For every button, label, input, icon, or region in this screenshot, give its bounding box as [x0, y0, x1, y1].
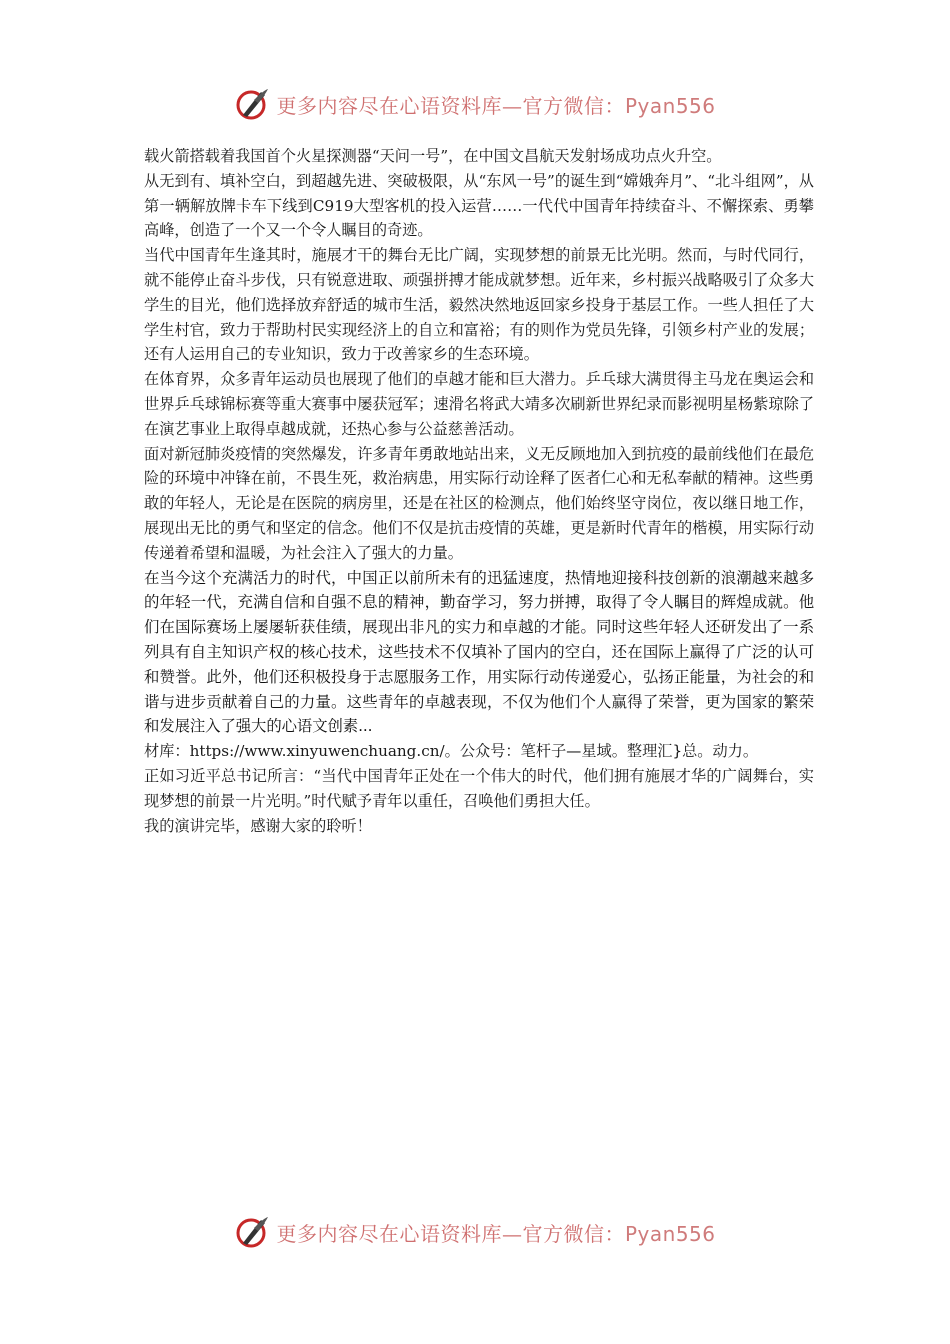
banner-text: 更多内容尽在心语资料库—官方微信：Pyan556 [276, 1221, 716, 1246]
quill-logo-icon [234, 86, 270, 122]
paragraph: 在体育界，众多青年运动员也展现了他们的卓越才能和巨大潜力。乒乓球大满贯得主马龙在奥运会和世界乒乓球锦标赛等重大赛事中屡获冠军；速滑名将武大靖多次刷新世界纪录而影视明星杨紫琼除了在演艺事业上取得卓越成就，还热心参与公益慈善活动。 [144, 370, 814, 438]
banner-text: 更多内容尽在心语资料库—官方微信：Pyan556 [276, 93, 716, 118]
banner-wechat-id: Pyan556 [624, 93, 716, 118]
source-line [144, 739, 814, 764]
paragraph-bold: 在当今这个充满活力的时代，中国正以前所未有的迅猛速度，热情地迎接科技创新的浪潮越来越多的年轻一代，充满自信和自强不息的精神，勤奋学习，努力拼搏，取得了令人瞩目的辉煌成就。他们在国际赛场上屡屡斩获佳绩，展现出非凡的实力和卓越的才能。同时这些年轻人还研发出了一系列具有自主知识产权的核心技术，这些技术不仅填补了国内的空白，还在国际上赢得了广泛的认可和赞誉。此外，他们还积极投身于志愿服务工作，用实际行动传递爱心，弘扬正能量，为社会的和谐与进步贡献着自己的力量。这些青年的卓越表现，不仅为他们个人赢得了荣誉，更为国家的繁荣和发展注入了强大的心语文创素... [144, 568, 814, 736]
banner-wechat-id: Pyan556 [624, 1221, 716, 1246]
footer-banner [0, 1210, 950, 1254]
quill-logo-icon [234, 1214, 270, 1250]
paragraph: 面对新冠肺炎疫情的突然爆发，许多青年勇敢地站出来，义无反顾地加入到抗疫的最前线他们在最危险的环境中冲锋在前，不畏生死，救治病患，用实际行动诠释了医者仁心和无私奉献的精神。这些勇敢的年轻人，无论是在医院的病房里，还是在社区的检测点，他们始终坚守岗位，夜以继日地工作，展现出无比的勇气和坚定的信念。他们不仅是抗击疫情的英雄，更是新时代青年的楷模，用实际行动传递着希望和温暖，为社会注入了强大的力量。 [144, 444, 814, 562]
source-label: 材库： [144, 742, 190, 761]
paragraph: 载火箭搭载着我国首个火星探测器“天问一号”，在中国文昌航天发射场成功点火升空。 [144, 147, 722, 165]
document-body [144, 144, 814, 838]
header-banner [0, 82, 950, 126]
paragraph: 从无到有、填补空白，到超越先进、突破极限，从“东风一号”的诞生到“嫦娥奔月”、“北斗组网”，从第一辆解放牌卡车下线到C919大型客机的投入运营……一代代中国青年持续奋斗、不懈探索、勇攀高峰，创造了一个又一个令人瞩目的奇迹。 [144, 171, 814, 240]
source-url: https://www.xinyuwenchuang.cn/ [189, 742, 445, 761]
paragraph: 正如习近平总书记所言：“当代中国青年正处在一个伟大的时代，他们拥有施展才华的广阔舞台，实现梦想的前景一片光明。”时代赋予青年以重任，召唤他们勇担大任。 [144, 766, 814, 810]
source-rest: 。公众号：笔杆子—星域。整理汇}总。动力。 [444, 742, 759, 761]
closing-line: 我的演讲完毕，感谢大家的聆听！ [144, 816, 372, 835]
paragraph: 当代中国青年生逢其时，施展才干的舞台无比广阔，实现梦想的前景无比光明。然而，与时代同行，就不能停止奋斗步伐，只有锐意进取、顽强拼搏才能成就梦想。近年来，乡村振兴战略吸引了众多大学生的目光，他们选择放弃舒适的城市生活，毅然决然地返回家乡投身于基层工作。一些人担任了大学生村官，致力于帮助村民实现经济上的自立和富裕；有的则作为党员先锋，引领乡村产业的发展；还有人运用自己的专业知识，致力于改善家乡的生态环境。 [144, 246, 814, 364]
